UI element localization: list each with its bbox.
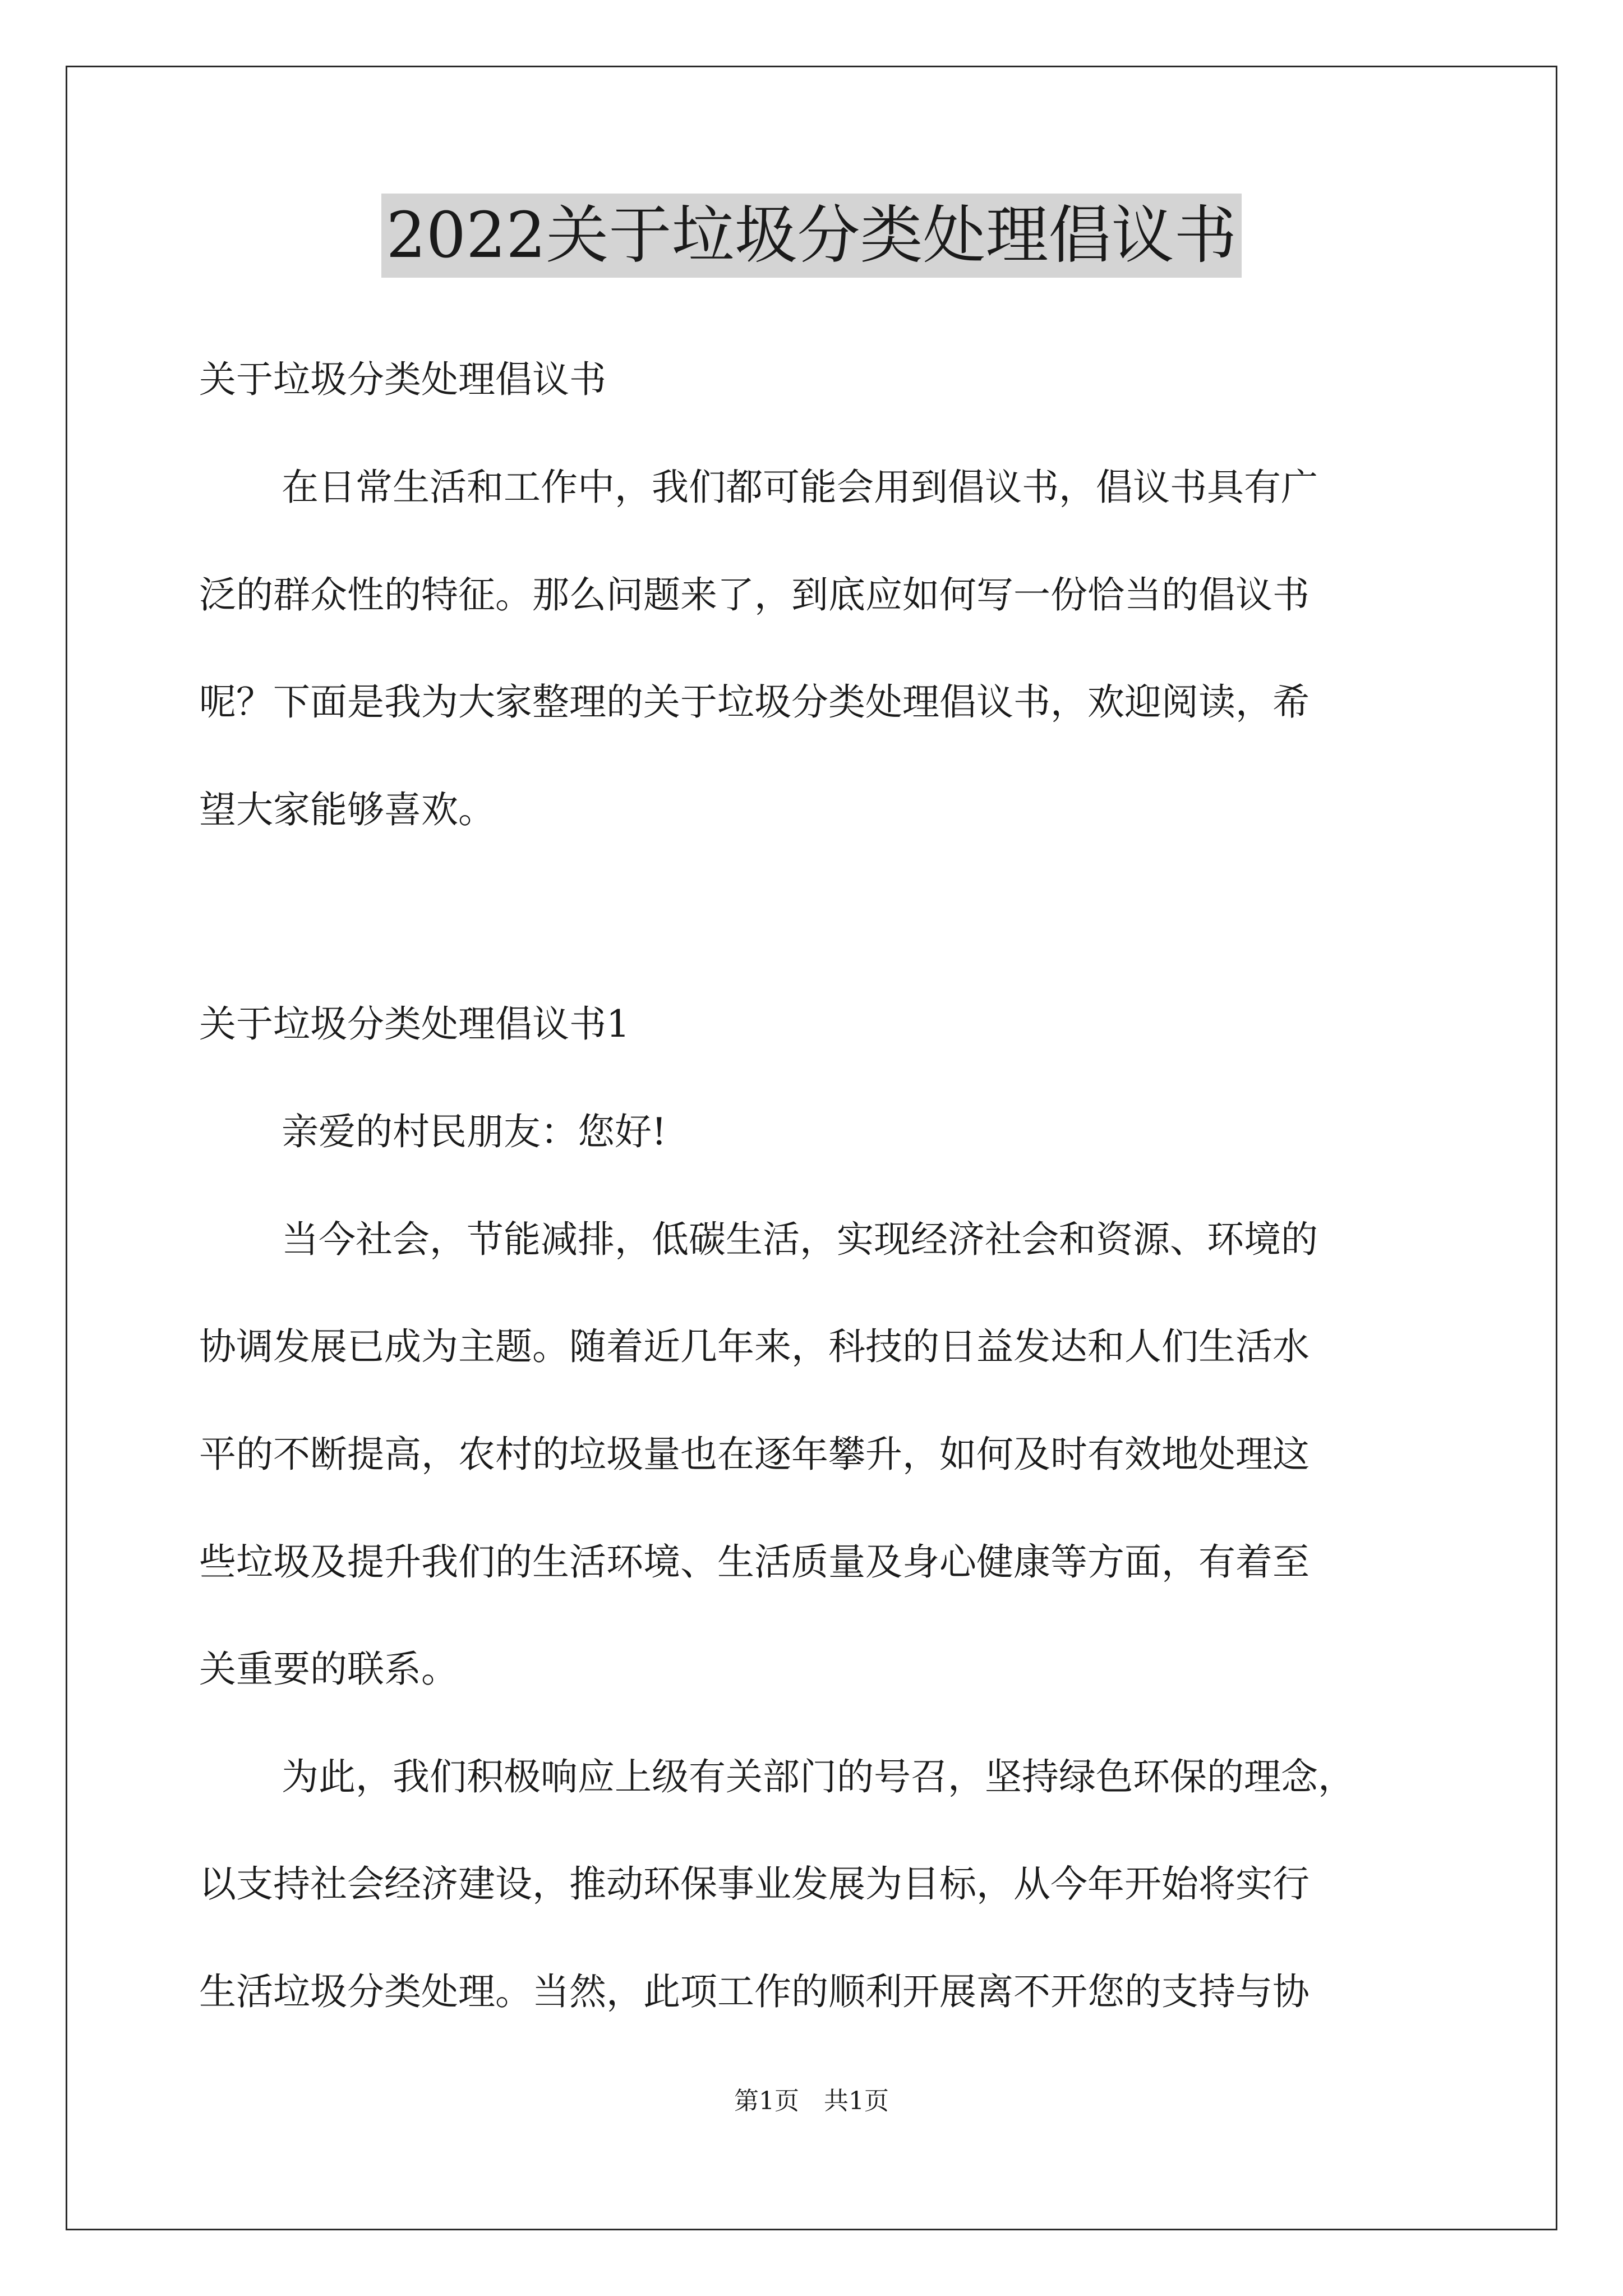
paragraph-line: 当今社会，节能减排，低碳生活，实现经济社会和资源、环境的 — [282, 1218, 1318, 1261]
section-heading: 关于垃圾分类处理倡议书1 — [199, 1002, 630, 1046]
page-number: 第1页 共1页 — [734, 2087, 889, 2115]
paragraph-line: 以支持社会经济建设，推动环保事业发展为目标，从今年开始将实行 — [199, 1862, 1310, 1906]
paragraph-line: 些垃圾及提升我们的生活环境、生活质量及身心健康等方面，有着至 — [199, 1540, 1310, 1584]
paragraph-line: 生活垃圾分类处理。当然，此项工作的顺利开展离不开您的支持与协 — [199, 1970, 1310, 2013]
paragraph-line: 关重要的联系。 — [199, 1648, 458, 1691]
document-title: 2022关于垃圾分类处理倡议书 — [381, 194, 1241, 278]
intro-line: 呢？下面是我为大家整理的关于垃圾分类处理倡议书，欢迎阅读，希 — [199, 680, 1310, 724]
intro-line: 泛的群众性的特征。那么问题来了，到底应如何写一份恰当的倡议书 — [199, 573, 1310, 616]
document-heading: 关于垃圾分类处理倡议书 — [199, 358, 606, 401]
paragraph-line: 为此，我们积极响应上级有关部门的号召，坚持绿色环保的理念， — [282, 1755, 1355, 1798]
intro-line: 望大家能够喜欢。 — [199, 788, 495, 831]
greeting: 亲爱的村民朋友：您好! — [282, 1110, 667, 1153]
paragraph-line: 协调发展已成为主题。随着近几年来，科技的日益发达和人们生活水 — [199, 1325, 1310, 1368]
intro-line: 在日常生活和工作中，我们都可能会用到倡议书，倡议书具有广 — [282, 466, 1318, 509]
title-container — [0, 194, 1623, 278]
paragraph-line: 平的不断提高，农村的垃圾量也在逐年攀升，如何及时有效地处理这 — [199, 1433, 1310, 1476]
